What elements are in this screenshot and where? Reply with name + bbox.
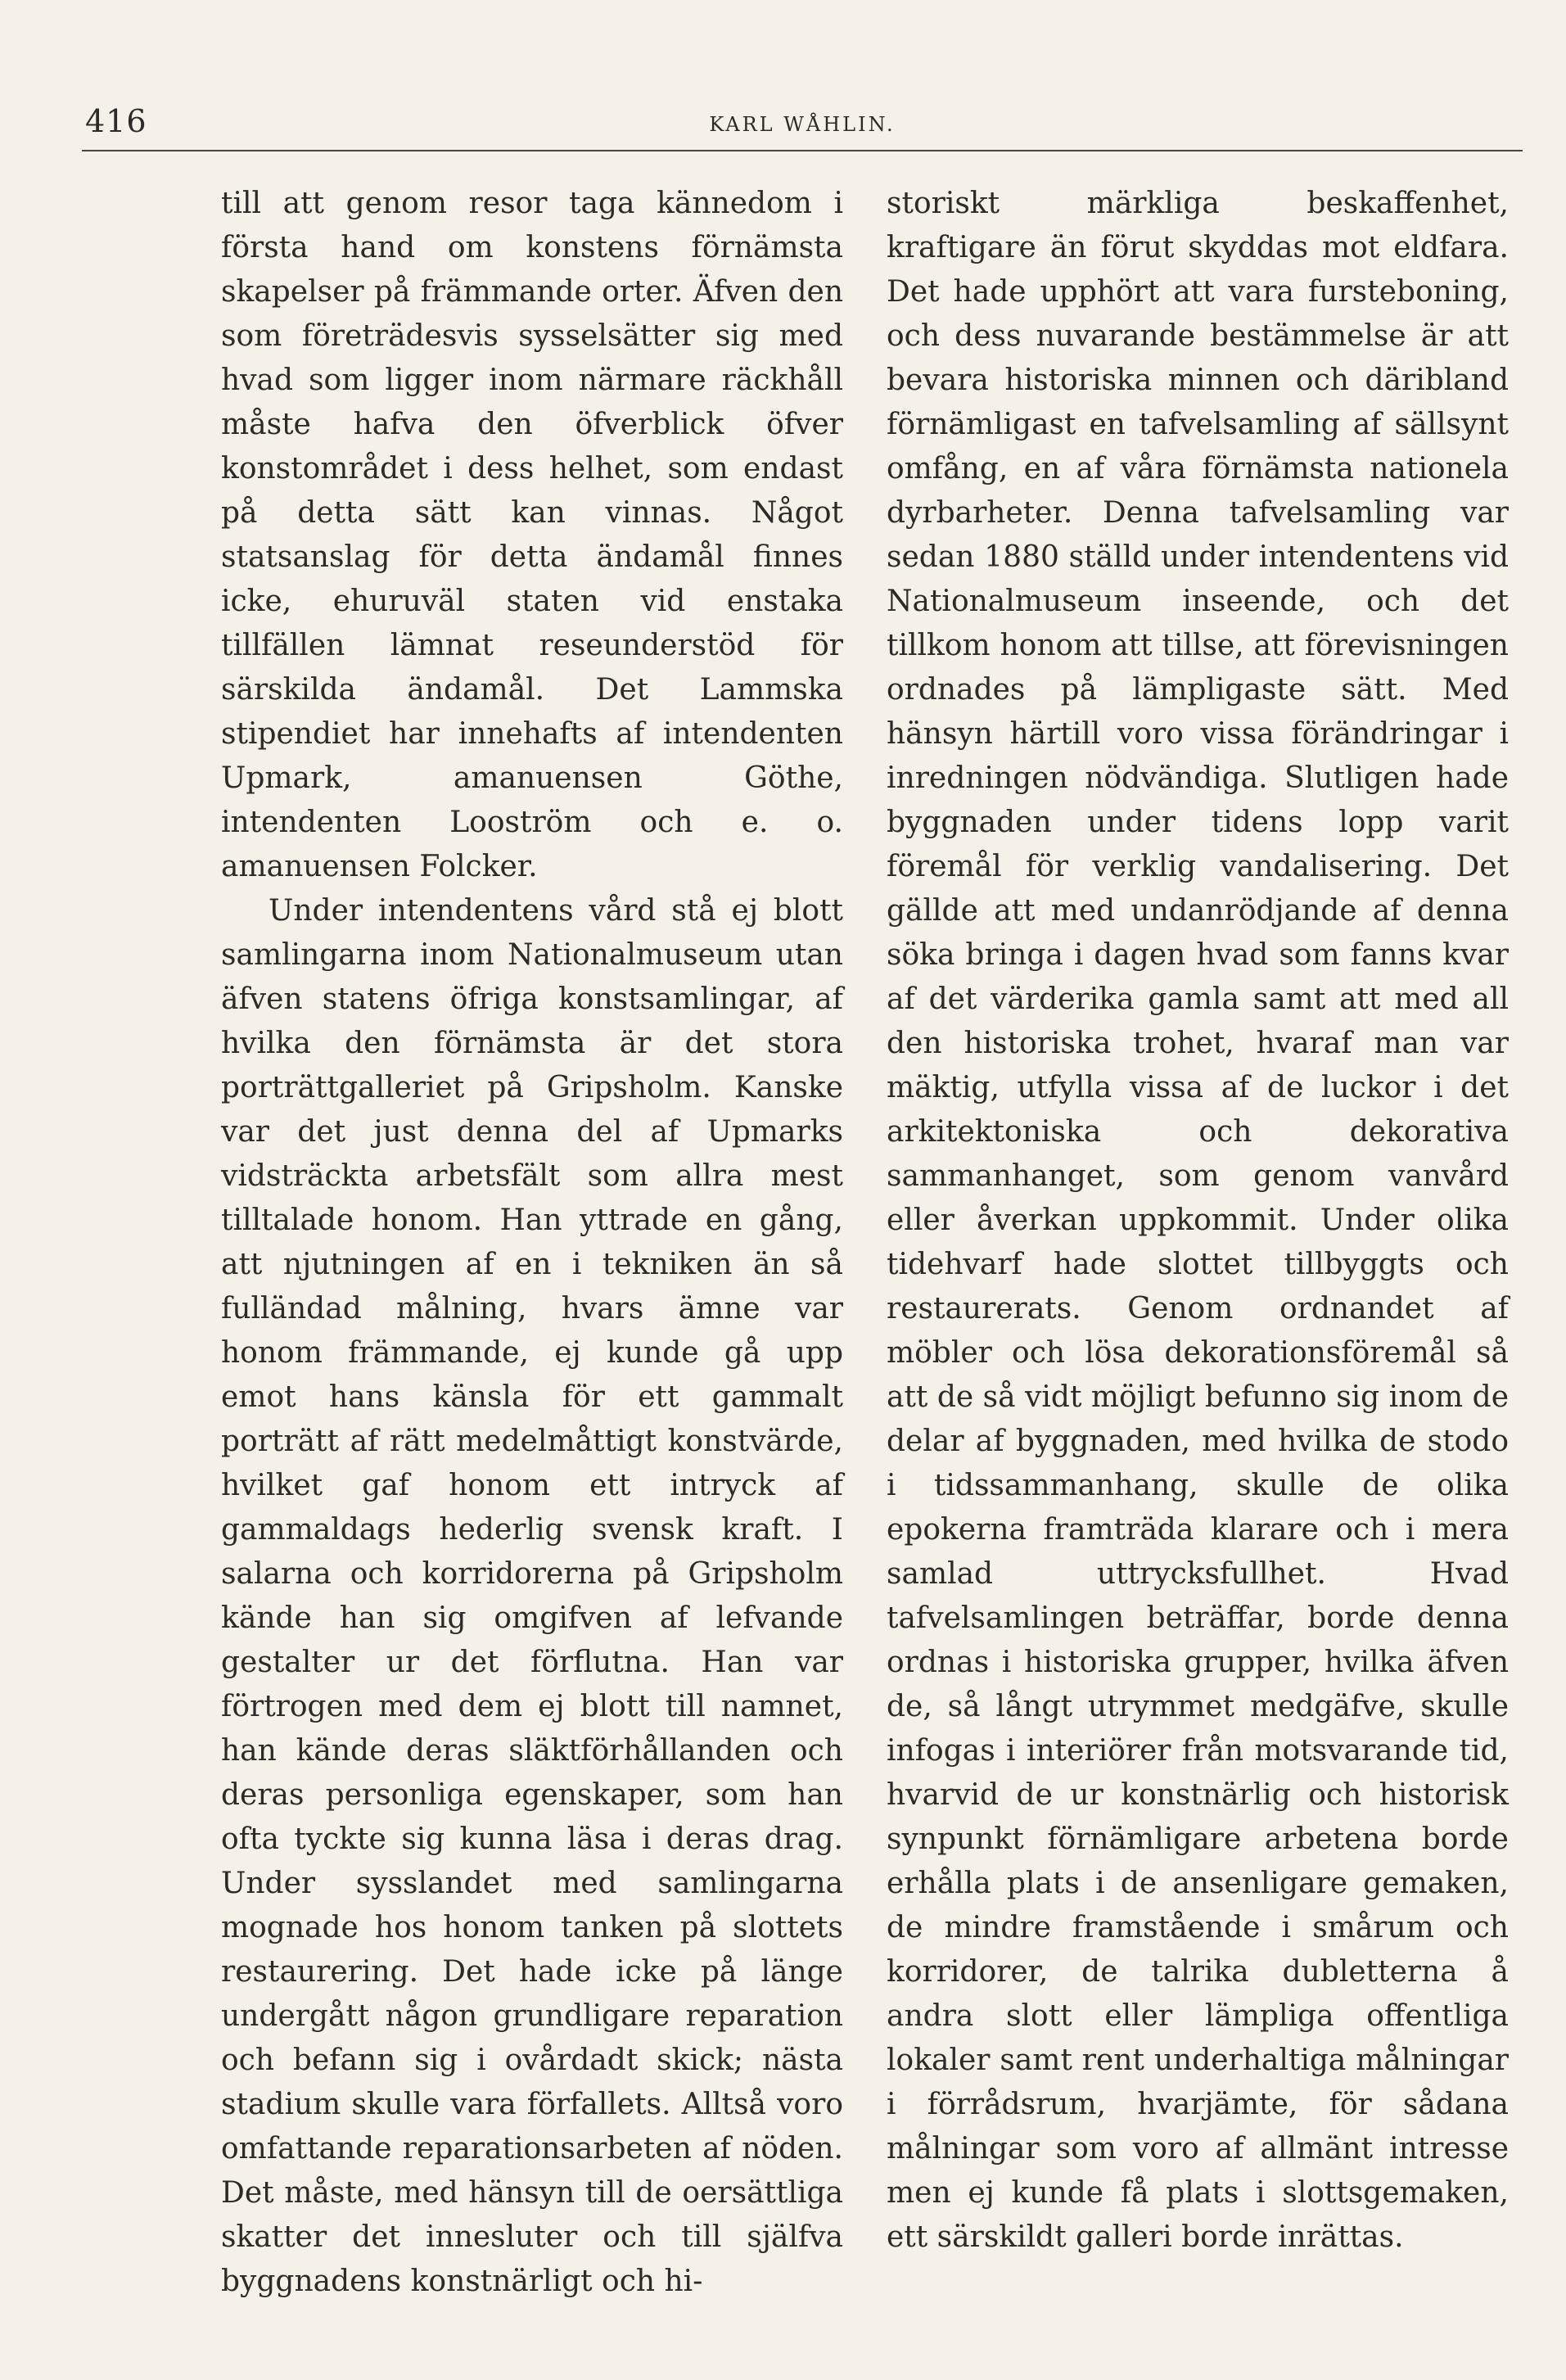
page-header <box>82 97 1523 146</box>
paragraph: storiskt märkliga beskaffenhet, kraftigare än förut skyddas mot eldfara. Det hade upphört att vara furstebonіng, och dess nuvarande bestämmelse är att bevara historiska minnen och däribland förnämligast en tafvelsamling af sällsynt omfång, en af våra förnämsta nationela dyrbarheter. Denna tafvelsamling var sedan 1880 ställd under intendentens vid Nationalmuseum inseende, och det tillkom honom att tillse, att förevisningen ordnades på lämpligaste sätt. Med hänsyn härtill voro vissa förändringar i inredningen nödvändiga. Slutligen hade byggnaden under tidens lopp varit föremål för verklig vandalisering. Det gällde att med undanrödjande af denna söka bringa i dagen hvad som fanns kvar af det värderika gamla samt att med all den historiska trohet, hvaraf man var mäktig, utfylla vissa af de luckor i det arkitektoniska och dekorativa sammanhanget, som genom vanvård eller åverkan uppkommit. Under olika tidehvarf hade slottet tillbyggts och restaurerats. Genom ordnandet af möbler och lösa dekorationsföremål så att de så vidt möjligt befunno sig inom de delar af byggnaden, med hvilka de stodo i tidssammanhang, skulle de olika epokerna framträda klarare och i mera samlad uttrycksfullhet. Hvad tafvelsamlingen beträffar, borde denna ordnas i historiska grupper, hvilka äfven de, så långt utrymmet medgäfve, skulle infogas i interiörer från motsvarande tid, hvarvid de ur konstnärlig och historisk synpunkt förnämligare arbetena borde erhålla plats i de ansenligare gemaken, de mindre framstående i smårum och korridorer, de talrika dubletterna å andra slott eller lämpliga offentliga lokaler samt rent underhaltiga målningar i förrådsrum, hvarjämte, för sådana målningar som voro af allmänt intresse men ej kunde få plats i slottsgemaken, ett särskildt galleri borde inrättas. <box>887 187 1509 2254</box>
paragraph: Under intendentens vård stå ej blott samlingarna inom Nationalmuseum utan äfven statens öfriga konstsamlingar, af hvilka den förnämsta är det stora porträttgalleriet på Gripsholm. Kanske var det just denna del af Upmarks vidsträckta arbetsfält som allra mest tilltalade honom. Han yttrade en gång, att njutningen af en i tekniken än så fulländad målning, hvars ämne var honom främmande, ej kunde gå upp emot hans känsla för ett gammalt porträtt af rätt medelmåttigt konstvärde, hvilket gaf honom ett intryck af gammaldags hederlig svensk kraft. I salarna och korridorerna på Gripsholm kände han sig omgifven af lefvande gestalter ur det förflutna. Han var förtrogen med dem ej blott till namnet, han kände deras släktförhållanden och deras personliga egenskaper, som han ofta tyckte sig kunna läsa i deras drag. Under sysslandet med samlingarna mognade hos honom tanken på slottets restaurering. Det hade icke på länge undergått någon grundligare reparation och befann sig i ovårdadt skick; nästa stadium skulle vara förfallets. Alltså voro omfattande reparationsarbeten af nöden. Det måste, med hänsyn till de oersättliga skatter det innesluter och till själfva byggnadens konstnärligt och hi- <box>221 894 843 2298</box>
running-head: KARL WÅHLIN. <box>709 113 896 136</box>
paragraph: till att genom resor taga kännedom i första hand om konstens förnämsta skapelser på främmande orter. Äfven den som företrädesvis sysselsätter sig med hvad som ligger inom närmare räckhåll måste hafva den öfverblick öfver konstområdet i dess helhet, som endast på detta sätt kan vinnas. Något statsanslag för detta ändamål finnes icke, ehuruväl staten vid enstaka tillfällen lämnat reseunderstöd för särskilda ändamål. Det Lammska stipendiet har innehafts af intendenten Upmark, amanuensen Göthe, intendenten Looström och e. o. amanuensen Folcker. <box>221 187 843 883</box>
page-number: 416 <box>85 103 147 139</box>
left-column <box>221 182 843 2304</box>
header-rule <box>82 150 1523 151</box>
right-column <box>887 182 1509 2260</box>
